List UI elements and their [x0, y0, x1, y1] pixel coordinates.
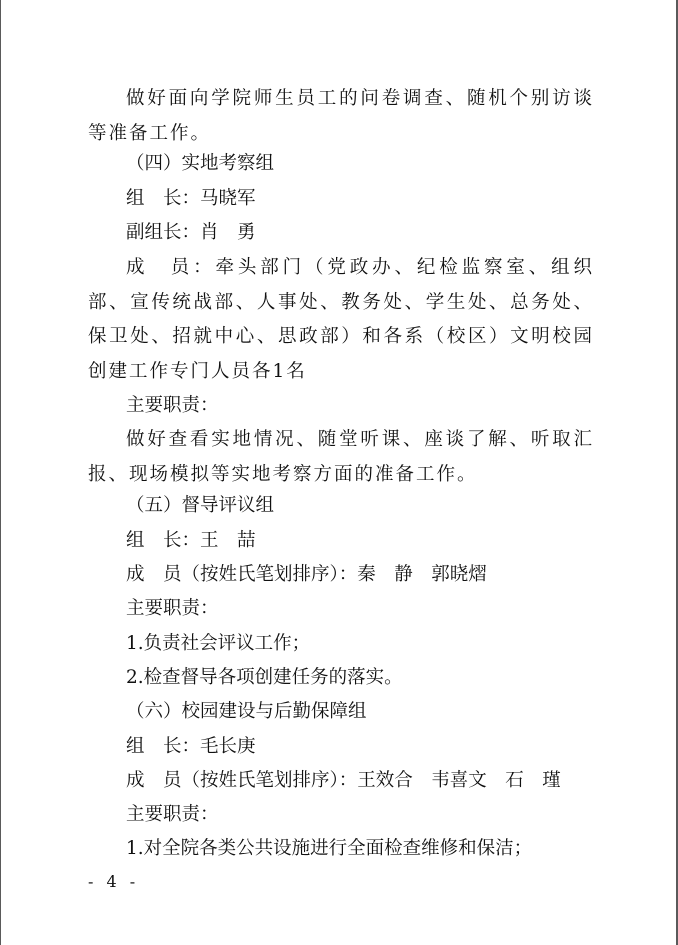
page-border-left [0, 0, 1, 945]
group4-heading: （四）实地考察组 [126, 153, 275, 174]
group4-members: 成 员：牵头部门（党政办、纪检监察室、组织部、宣传统战部、人事处、教务处、学生处、总务处、保卫处、招就中心、思政部）和各系（校区）文明校园创建工作专门人员各1名 [88, 257, 594, 382]
group6-leader: 组 长：毛长庚 [126, 736, 256, 757]
page-number: - 4 - [88, 872, 140, 891]
group5-members: 成 员（按姓氏笔划排序）：秦 静 郭晓熠 [126, 564, 487, 585]
group5-duties-label: 主要职责： [126, 598, 219, 619]
group4-deputy: 副组长：肖 勇 [126, 222, 256, 243]
group6-duties-label: 主要职责： [126, 804, 219, 825]
group6-duty-1: 1.对全院各类公共设施进行全面检查维修和保洁； [126, 838, 533, 859]
group5-heading: （五）督导评议组 [126, 495, 275, 516]
group5-duty-2: 2.检查督导各项创建任务的落实。 [126, 667, 403, 688]
group6-members: 成 员（按姓氏笔划排序）：王效合 韦喜文 石 瑾 [126, 770, 561, 791]
group5-leader: 组 长：王 喆 [126, 530, 256, 551]
group4-duties: 做好查看实地情况、随堂听课、座谈了解、听取汇报、现场模拟等实地考察方面的准备工作。 [88, 429, 594, 485]
group5-duty-1: 1.负责社会评议工作； [126, 633, 311, 654]
survey-paragraph: 做好面向学院师生员工的问卷调查、随机个别访谈等准备工作。 [88, 88, 594, 144]
group6-heading: （六）校园建设与后勤保障组 [126, 701, 367, 722]
group4-duties-label: 主要职责： [126, 395, 219, 416]
group4-leader: 组 长：马晓军 [126, 188, 256, 209]
